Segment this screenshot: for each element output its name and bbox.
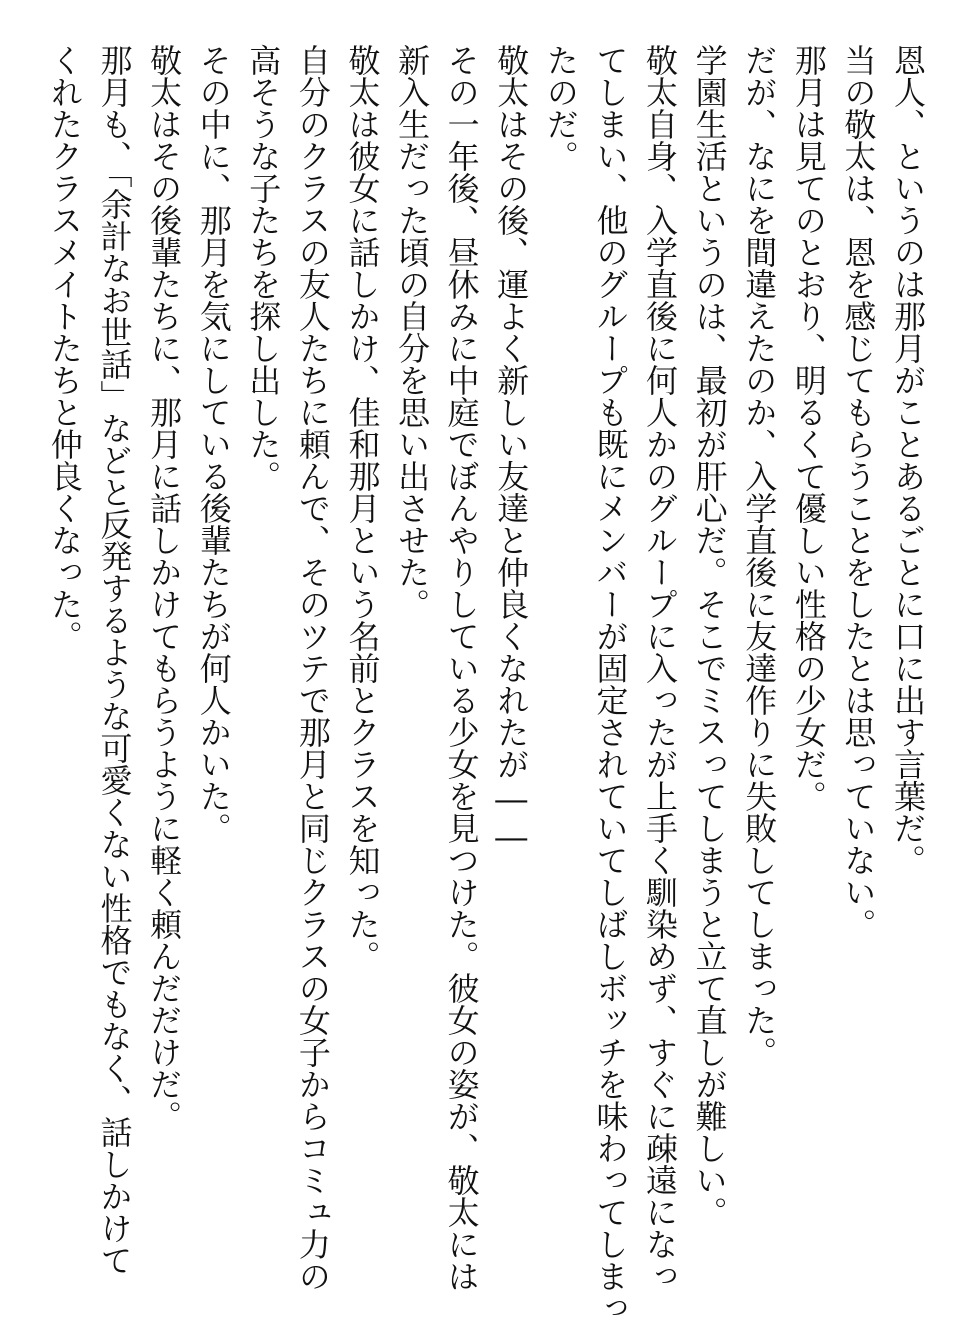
text-line: だが、なにを間違えたのか、入学直後に友達作りに失敗してしまった。 — [740, 44, 779, 1068]
text-line: 敬太自身、入学直後に何人かのグループに入ったが上手く馴染めず、すぐに疎遠になっ — [641, 44, 680, 1292]
text-line: 敬太はその後、運よく新しい友達と仲良くなれたが―― — [492, 44, 531, 856]
text-line: 自分のクラスの友人たちに頼んで、そのツテで那月と同じクラスの女子からコミュ力の — [293, 44, 332, 1292]
text-line: 恩人、というのは那月がことあるごとに口に出す言葉だ。 — [889, 44, 927, 876]
text-line: 那月は見てのとおり、明るくて優しい性格の少女だ。 — [789, 44, 828, 812]
text-line: てしまい、他のグループも既にメンバーが固定されていてしばしボッチを味わってしまっ — [591, 44, 630, 1324]
text-line: 新入生だった頃の自分を思い出させた。 — [393, 44, 432, 620]
text-line: 敬太は彼女に話しかけ、佳和那月という名前とクラスを知った。 — [343, 44, 382, 972]
text-line: 敬太はその後輩たちに、那月に話しかけてもらうように軽く頼んだだけだ。 — [145, 44, 184, 1132]
text-line: くれたクラスメイトたちと仲良くなった。 — [45, 44, 84, 652]
text-line: 高そうな子たちを探し出した。 — [244, 44, 283, 492]
text-line: 那月も、「余計なお世話」などと反発するような可愛くない性格でもなく、話しかけて — [95, 44, 134, 1276]
text-line: 学園生活というのは、最初が肝心だ。そこでミスってしまうと立て直しが難しい。 — [690, 44, 729, 1228]
text-line: その中に、那月を気にしている後輩たちが何人かいた。 — [194, 44, 233, 844]
text-line: その一年後、昼休みに中庭でぼんやりしている少女を見つけた。彼女の姿が、敬太には — [442, 44, 481, 1292]
novel-text-body — [39, 44, 932, 1324]
text-line: たのだ。 — [541, 44, 580, 172]
text-line: 当の敬太は、恩を感じてもらうことをしたとは思っていない。 — [839, 44, 878, 940]
